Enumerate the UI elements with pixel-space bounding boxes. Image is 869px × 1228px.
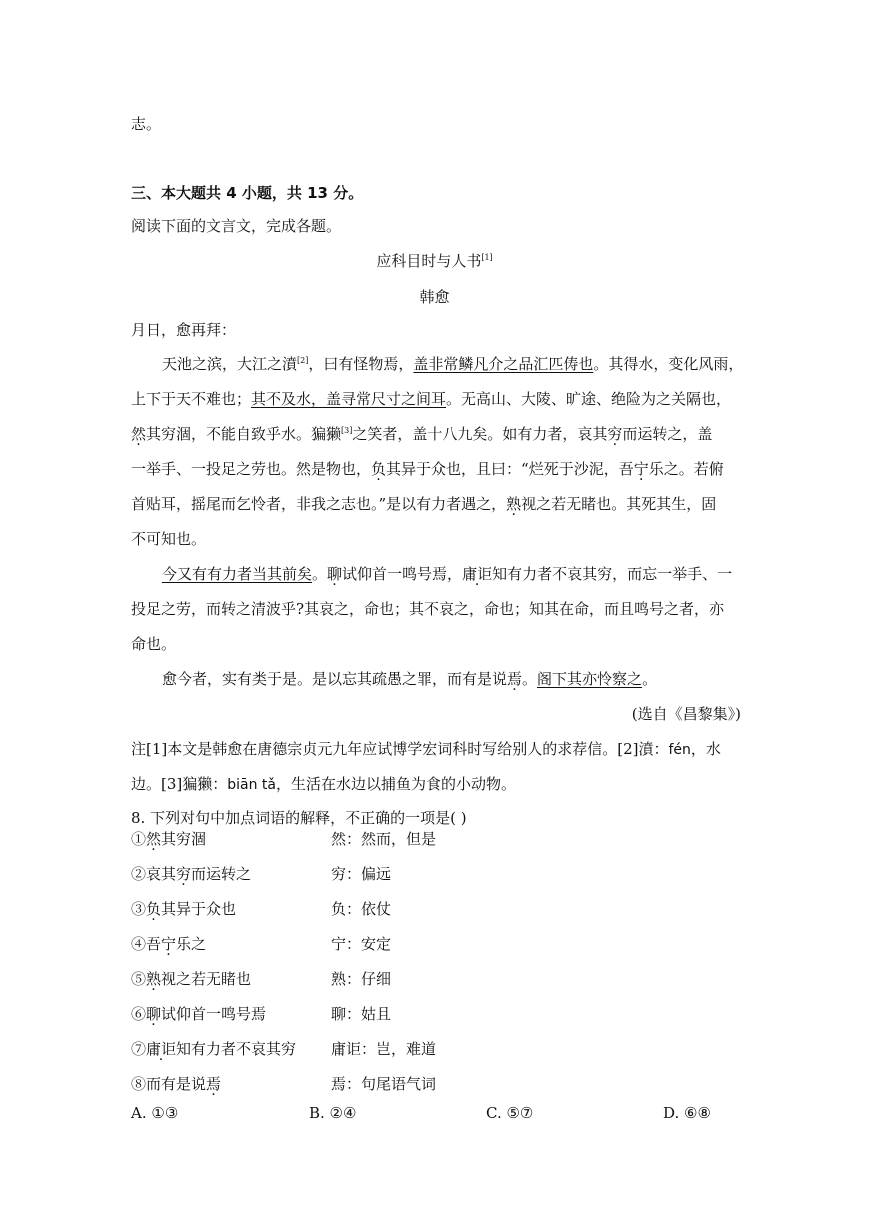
title-note: [1] — [481, 253, 493, 262]
item-explanation: 穷：偏远 — [331, 865, 392, 883]
p1-line-6: 不可知也。 — [131, 530, 207, 548]
author: 韩愈 — [419, 288, 450, 306]
underlined-sentence-3: 今又有有力者当其前矣 — [162, 565, 313, 583]
item-sentence: ①然其穷涸 — [131, 830, 207, 848]
list-item — [131, 968, 392, 989]
title-text: 应科目时与人书 — [376, 252, 482, 270]
p2-line-2: 投足之劳，而转之清波乎?其哀之，命也；其不哀之，命也；知其在命，而且鸣号之者，亦 — [131, 600, 725, 618]
p1-line-4: 一举手、一投足之劳也。然是物也，负其异于众也，且曰：“烂死于沙泥，吾宁乐之。若俯 — [131, 460, 724, 478]
list-item — [131, 863, 392, 884]
item-sentence: ⑦庸讵知有力者不哀其穷 — [131, 1040, 297, 1058]
item-sentence: ⑥聊试仰首一鸣号焉 — [131, 1005, 267, 1023]
item-sentence: ④吾宁乐之 — [131, 935, 207, 953]
p1-line-3: 然其穷涸，不能自致乎水。猵獭[3]之笑者，盖十八九矣。如有力者，哀其穷而运转之，盖 — [131, 425, 713, 443]
option-d[interactable]: D. ⑥⑧ — [663, 1104, 711, 1122]
p3-line-1: 愈今者，实有类于是。是以忘其疏愚之罪，而有是说焉。阁下其亦怜察之。 — [162, 670, 658, 688]
underlined-sentence-4: 阁下其亦怜察之 — [537, 670, 643, 688]
section-header: 三、本大题共 4 小题，共 13 分。 — [131, 184, 364, 202]
p1-line-1: 天池之滨，大江之濆[2]，曰有怪物焉，盖非常鳞凡介之品汇匹俦也。其得水，变化风雨， — [162, 355, 744, 373]
option-c[interactable]: C. ⑤⑦ — [486, 1104, 534, 1122]
top-text: 志。 — [131, 115, 162, 133]
list-item — [131, 828, 437, 849]
item-sentence: ②哀其穷而运转之 — [131, 865, 252, 883]
list-item — [131, 898, 392, 919]
list-item — [131, 933, 392, 954]
item-sentence: ③负其异于众也 — [131, 900, 237, 918]
source-citation: (选自《昌黎集》) — [631, 705, 741, 723]
underlined-sentence-1: 盖非常鳞凡介之品汇匹俦也 — [413, 355, 594, 373]
p2-line-1: 今又有有力者当其前矣。聊试仰首一鸣号焉，庸讵知有力者不哀其穷，而忘一举手、一 — [162, 565, 733, 583]
underlined-sentence-2: 其不及水，盖寻常尺寸之间耳 — [251, 390, 447, 408]
option-a[interactable]: A. ①③ — [131, 1104, 179, 1122]
p1-line-2: 上下于天不难也；其不及水，盖寻常尺寸之间耳。无高山、大陵、旷途、绝险为之关隔也， — [131, 390, 732, 408]
note-line-2: 边。[3]猵獭：biān tǎ，生活在水边以捕鱼为食的小动物。 — [131, 775, 517, 793]
question-8: 8. 下列对句中加点词语的解释，不正确的一项是( ) — [131, 809, 467, 827]
passage-title — [0, 250, 869, 271]
item-explanation: 庸讵：岂，难道 — [331, 1040, 437, 1058]
item-explanation: 聊：姑且 — [331, 1005, 392, 1023]
item-sentence: ⑤熟视之若无睹也 — [131, 970, 252, 988]
item-explanation: 然：然而，但是 — [331, 830, 437, 848]
note-line-1: 注[1]本文是韩愈在唐德宗贞元九年应试博学宏词科时写给别人的求荐信。[2]濆：fén，水 — [131, 740, 721, 758]
list-item — [131, 1003, 392, 1024]
item-explanation: 熟：仔细 — [331, 970, 392, 988]
item-explanation: 负：依仗 — [331, 900, 392, 918]
option-b[interactable]: B. ②④ — [309, 1104, 357, 1122]
salutation: 月日，愈再拜： — [131, 321, 237, 339]
p2-line-3: 命也。 — [131, 635, 177, 653]
item-explanation: 宁：安定 — [331, 935, 392, 953]
list-item — [131, 1038, 437, 1059]
instruction: 阅读下面的文言文，完成各题。 — [131, 217, 342, 235]
item-explanation: 焉：句尾语气词 — [331, 1075, 437, 1093]
item-sentence: ⑧而有是说焉 — [131, 1075, 222, 1093]
list-item — [131, 1073, 437, 1094]
p1-line-5: 首贴耳，摇尾而乞怜者，非我之志也。”是以有力者遇之，熟视之若无睹也。其死其生，固 — [131, 495, 717, 513]
